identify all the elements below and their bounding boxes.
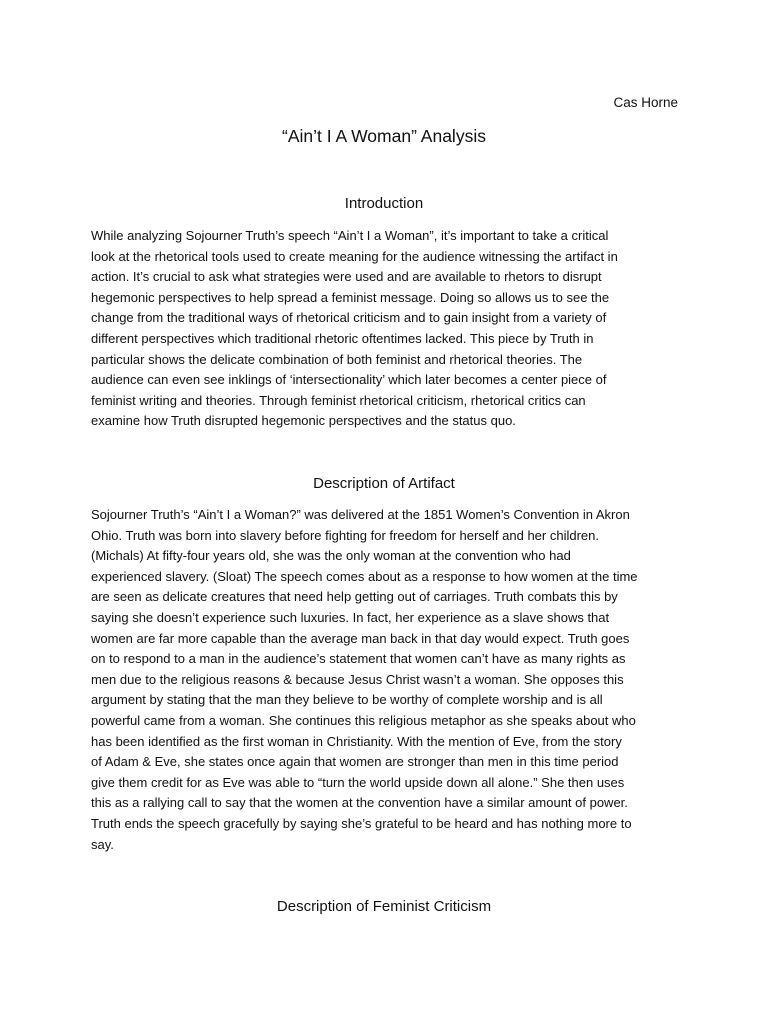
- paragraph-line: say.: [91, 836, 114, 852]
- paragraph-line: (Michals) At fifty-four years old, she was the only woman at the convention who had: [91, 548, 571, 564]
- paragraph-line: different perspectives which traditional rhetoric oftentimes lacked. This piece by Truth in: [91, 330, 594, 346]
- paragraph-line: particular shows the delicate combination of both feminist and rhetorical theories. The: [91, 351, 583, 367]
- paragraph-line: on to respond to a man in the audience’s statement that women can’t have as many rights as: [91, 651, 626, 667]
- paragraph-line: While analyzing Sojourner Truth’s speech “Ain’t I a Woman”, it’s important to take a critical: [91, 228, 609, 243]
- paragraph-line: feminist writing and theories. Through feminist rhetorical criticism, rhetorical critics can: [91, 392, 586, 408]
- section-heading-introduction: Introduction: [344, 195, 424, 212]
- section-heading-description-of-artifact: Description of Artifact: [313, 475, 455, 492]
- paragraph-line: are seen as delicate creatures that need help getting out of carriages. Truth combats this by: [91, 589, 618, 605]
- paragraph-line: give them credit for as Eve was able to “turn the world upside down all alone.” She then uses: [91, 774, 625, 790]
- paragraph-line: hegemonic perspectives to help spread a feminist message. Doing so allows us to see the: [91, 289, 610, 305]
- paragraph-line: experienced slavery. (Sloat) The speech comes about as a response to how women at the time: [91, 568, 638, 584]
- paragraph-line: audience can even see inklings of ‘intersectionality’ which later becomes a center piece of: [91, 372, 607, 388]
- author-name: Cas Horne: [613, 95, 678, 110]
- paragraph-line: look at the rhetorical tools used to create meaning for the audience witnessing the artifact in: [91, 248, 618, 264]
- paragraph-line: women are far more capable than the average man back in that day would expect. Truth goes: [91, 630, 630, 646]
- paragraph-line: change from the traditional ways of rhetorical criticism and to gain insight from a variety of: [91, 310, 607, 326]
- paragraph-line: Ohio. Truth was born into slavery before fighting for freedom for herself and her children.: [91, 527, 599, 543]
- paragraph-line: of Adam & Eve, she states once again that women are stronger than men in this time period: [91, 754, 619, 770]
- paragraph-line: men due to the religious reasons & because Jesus Christ wasn’t a woman. She opposes this: [91, 671, 624, 687]
- section-heading-description-of-feminist-criticism: Description of Feminist Criticism: [276, 898, 492, 915]
- introduction-paragraph: [91, 226, 681, 432]
- document-title: “Ain’t I A Woman” Analysis: [282, 126, 486, 146]
- paragraph-line: saying she doesn’t experience such luxuries. In fact, her experience as a slave shows that: [91, 609, 610, 625]
- paragraph-line: this as a rallying call to say that the women at the convention have a similar amount of power.: [91, 795, 628, 811]
- paragraph-line: argument by stating that the man they believe to be worthy of complete worship and is all: [91, 692, 603, 708]
- paragraph-line: powerful came from a woman. She continues this religious metaphor as she speaks about who: [91, 712, 636, 728]
- paragraph-line: examine how Truth disrupted hegemonic perspectives and the status quo.: [91, 413, 516, 429]
- paragraph-line: has been identified as the first woman in Christianity. With the mention of Eve, from the story: [91, 733, 622, 749]
- paragraph-line: Truth ends the speech gracefully by saying she’s grateful to be heard and has nothing more to: [91, 815, 632, 831]
- paragraph-line: action. It’s crucial to ask what strategies were used and are available to rhetors to disrupt: [91, 269, 602, 285]
- artifact-paragraph: [91, 505, 681, 855]
- paragraph-line: Sojourner Truth’s “Ain’t I a Woman?” was delivered at the 1851 Women’s Convention in Akron: [91, 507, 630, 522]
